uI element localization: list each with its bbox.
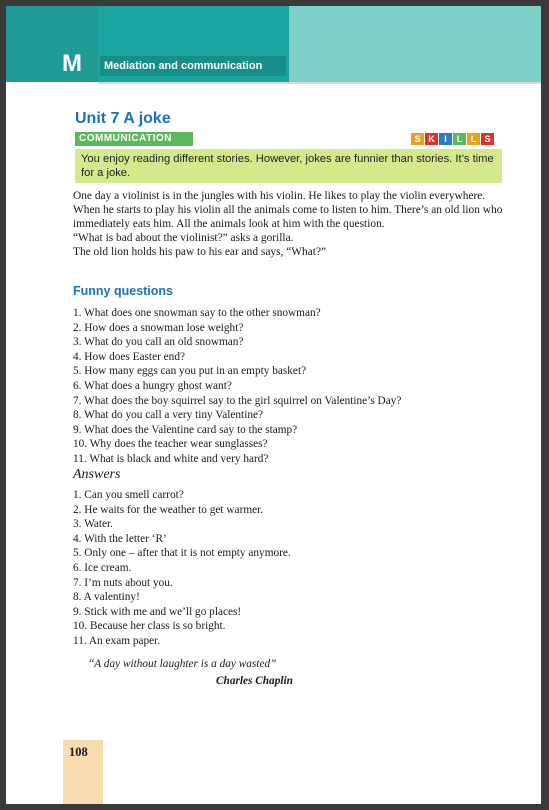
- skills-letter: L: [453, 133, 466, 145]
- list-item: 9. Stick with me and we’ll go places!: [73, 605, 242, 618]
- list-item: 6. Ice cream.: [73, 561, 132, 574]
- header-letter-block: [6, 6, 98, 82]
- book-page: [6, 6, 541, 804]
- list-item: 2. How does a snowman lose weight?: [73, 321, 244, 334]
- story-paragraph: One day a violinist is in the jungles with his violin. He likes to play the violin everywhere. When he starts to play his violin all the animals come to listen to him. There’s an old lion who immediately eats him. All the animals look at him with the question.: [73, 190, 503, 230]
- list-item: 8. A valentiny!: [73, 591, 140, 604]
- list-item: 7. I’m nuts about you.: [73, 576, 173, 589]
- list-item: 4. With the letter ‘R’: [73, 532, 167, 545]
- unit-title: Unit 7 A joke: [75, 110, 171, 127]
- skills-letter: L: [467, 133, 480, 145]
- list-item: 5. Only one – after that it is not empty anymore.: [73, 547, 291, 560]
- answers-list: [73, 488, 513, 649]
- skills-letter: S: [481, 133, 494, 145]
- quote-text: “A day without laughter is a day wasted”: [88, 658, 277, 670]
- section-letter: M: [62, 50, 82, 77]
- header-divider: [98, 82, 541, 84]
- list-item: 10. Why does the teacher wear sunglasses?: [73, 438, 268, 451]
- questions-list: [73, 306, 513, 467]
- list-item: 3. Water.: [73, 518, 113, 531]
- communication-label: COMMUNICATION: [75, 132, 193, 146]
- skills-letter: I: [439, 133, 452, 145]
- skills-badge: [411, 133, 494, 145]
- list-item: 9. What does the Valentine card say to the stamp?: [73, 423, 298, 436]
- answers-heading: Answers: [73, 467, 121, 482]
- list-item: 8. What do you call a very tiny Valentine?: [73, 409, 264, 422]
- skills-letter: K: [425, 133, 438, 145]
- story-paragraph: “What is bad about the violinist?” asks a gorilla.: [73, 231, 294, 244]
- section-title: Mediation and communication: [100, 56, 286, 76]
- list-item: 4. How does Easter end?: [73, 350, 185, 363]
- list-item: 2. He waits for the weather to get warmer.: [73, 503, 264, 516]
- list-item: 7. What does the boy squirrel say to the girl squirrel on Valentine’s Day?: [73, 394, 402, 407]
- story-paragraph: The old lion holds his paw to his ear and says, “What?”: [73, 245, 327, 258]
- list-item: 11. An exam paper.: [73, 634, 161, 647]
- list-item: 5. How many eggs can you put in an empty basket?: [73, 365, 307, 378]
- header-band-light: [289, 6, 541, 82]
- quote-author: Charles Chaplin: [216, 675, 293, 687]
- list-item: 11. What is black and white and very hard?: [73, 452, 269, 465]
- list-item: 1. Can you smell carrot?: [73, 489, 184, 501]
- list-item: 1. What does one snowman say to the other snowman?: [73, 307, 321, 319]
- list-item: 6. What does a hungry ghost want?: [73, 379, 232, 392]
- list-item: 3. What do you call an old snowman?: [73, 336, 244, 349]
- list-item: 10. Because her class is so bright.: [73, 620, 226, 633]
- story-text: [73, 190, 513, 260]
- questions-heading: Funny questions: [73, 284, 173, 298]
- page-number: 108: [69, 745, 88, 759]
- intro-box: You enjoy reading different stories. However, jokes are funnier than stories. It’s time for a joke.: [75, 149, 502, 183]
- skills-letter: S: [411, 133, 424, 145]
